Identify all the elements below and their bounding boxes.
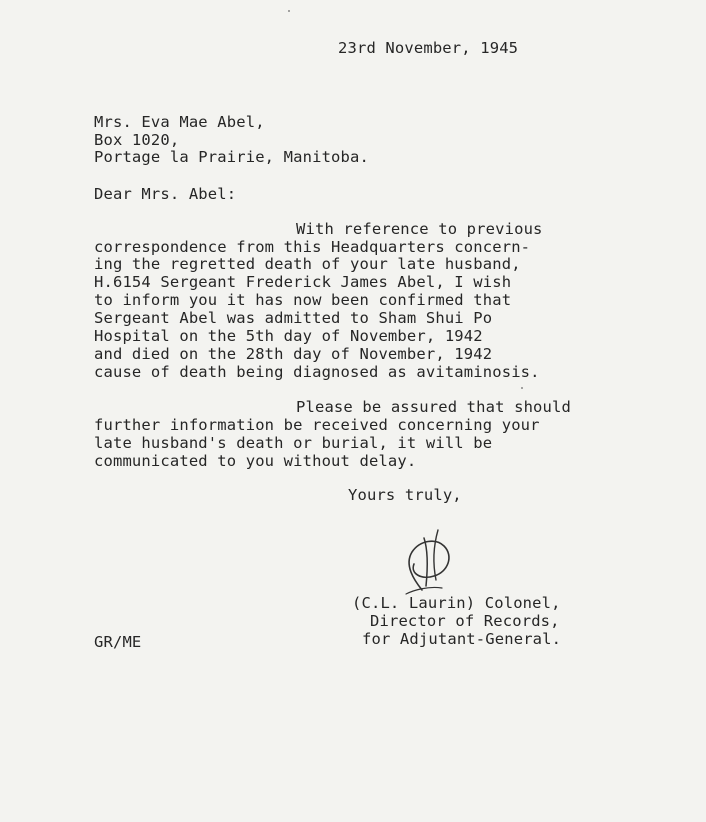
- paragraph1-line: correspondence from this Headquarters concern-: [94, 238, 531, 256]
- paragraph1-line: With reference to previous: [296, 220, 543, 238]
- paragraph1-line: and died on the 28th day of November, 1942: [94, 345, 493, 363]
- paragraph2-line: late husband's death or burial, it will be: [94, 434, 493, 452]
- paragraph1-line: cause of death being diagnosed as avitaminosis.: [94, 363, 540, 381]
- paper-speck: [288, 10, 290, 12]
- reference-initials: GR/ME: [94, 633, 142, 651]
- paragraph1-line: to inform you it has now been confirmed that: [94, 291, 512, 309]
- paragraph1-line: ing the regretted death of your late husband,: [94, 255, 521, 273]
- signature-title: Director of Records,: [370, 612, 560, 630]
- paragraph1-line: Hospital on the 5th day of November, 1942: [94, 327, 483, 345]
- paragraph2-line: Please be assured that should: [296, 398, 571, 416]
- salutation: Dear Mrs. Abel:: [94, 185, 237, 203]
- paragraph2-line: further information be received concerning your: [94, 416, 540, 434]
- letter-date: 23rd November, 1945: [338, 39, 519, 57]
- paper-speck: [521, 387, 523, 389]
- signature-office: for Adjutant-General.: [362, 630, 562, 648]
- signature-name: (C.L. Laurin) Colonel,: [352, 594, 561, 612]
- closing: Yours truly,: [348, 486, 462, 504]
- recipient-name: Mrs. Eva Mae Abel,: [94, 113, 265, 131]
- paragraph1-line: Sergeant Abel was admitted to Sham Shui Po: [94, 309, 493, 327]
- paragraph2-line: communicated to you without delay.: [94, 452, 417, 470]
- handwritten-signature: [392, 520, 472, 600]
- recipient-city: Portage la Prairie, Manitoba.: [94, 148, 369, 166]
- paragraph1-line: H.6154 Sergeant Frederick James Abel, I wish: [94, 273, 512, 291]
- recipient-box: Box 1020,: [94, 131, 180, 149]
